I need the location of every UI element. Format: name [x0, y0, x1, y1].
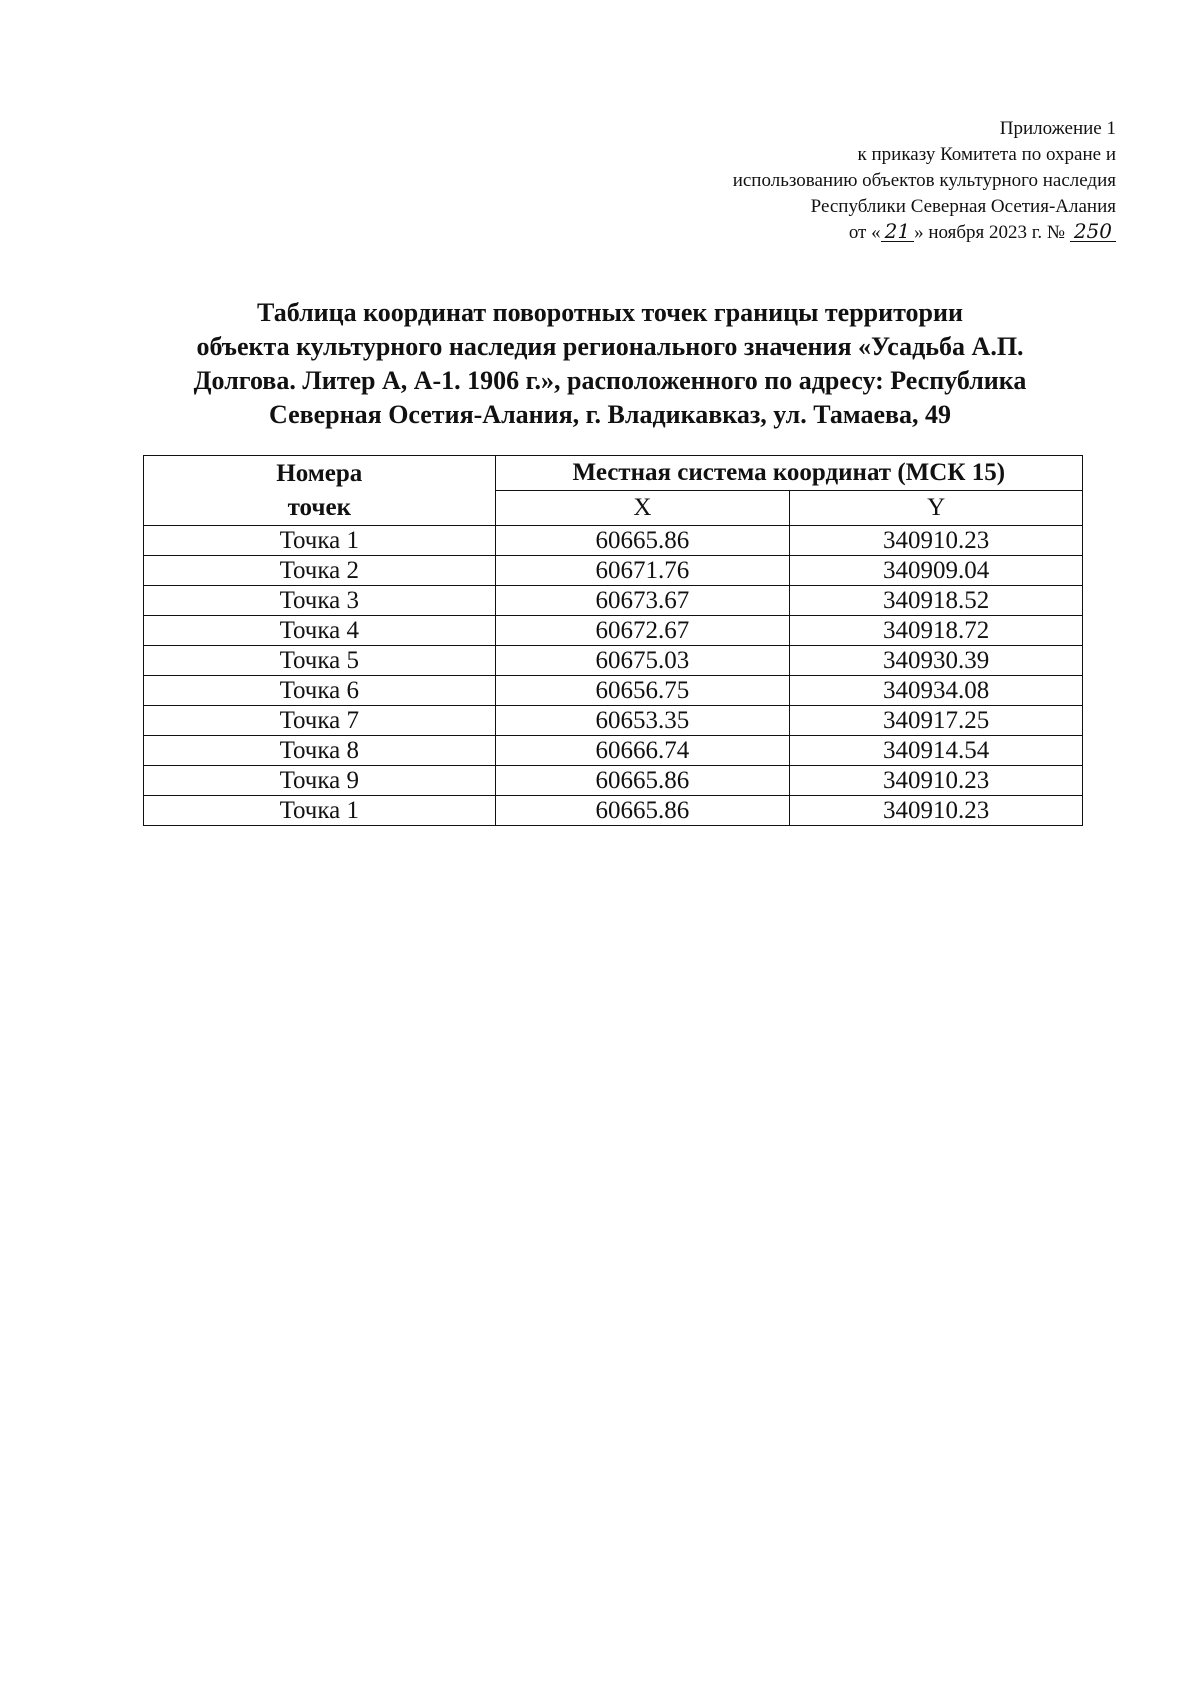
point-cell: Точка 2: [144, 556, 496, 586]
x-cell: 60672.67: [495, 616, 790, 646]
x-cell: 60675.03: [495, 646, 790, 676]
x-cell: 60671.76: [495, 556, 790, 586]
table-row: [144, 616, 1083, 646]
table-row: [144, 676, 1083, 706]
points-header-line-1: Номера: [276, 459, 363, 487]
attachment-committee-line: использованию объектов культурного наследия: [732, 170, 1116, 191]
y-cell: 340914.54: [790, 736, 1083, 766]
attachment-republic-line: Республики Северная Осетия-Алания: [810, 196, 1116, 217]
x-cell: 60653.35: [495, 706, 790, 736]
points-header-line-2: точек: [287, 493, 351, 521]
coordinates-table: [143, 455, 1083, 826]
y-column-header: Y: [790, 491, 1083, 526]
handwritten-day: 21: [881, 221, 914, 242]
table-row: [144, 526, 1083, 556]
y-cell: 340918.52: [790, 586, 1083, 616]
point-cell: Точка 7: [144, 706, 496, 736]
title-line-1: Таблица координат поворотных точек границы территории: [257, 298, 963, 327]
x-cell: 60666.74: [495, 736, 790, 766]
y-cell: 340910.23: [790, 526, 1083, 556]
coordinate-system-header: Местная система координат (МСК 15): [495, 456, 1082, 491]
attachment-order-line: к приказу Комитета по охране и: [857, 144, 1116, 165]
x-cell: 60673.67: [495, 586, 790, 616]
point-cell: Точка 4: [144, 616, 496, 646]
handwritten-order-number: 250: [1070, 221, 1116, 242]
attachment-header: [733, 116, 1116, 246]
x-cell: 60665.86: [495, 796, 790, 826]
y-cell: 340909.04: [790, 556, 1083, 586]
y-cell: 340917.25: [790, 706, 1083, 736]
table-row: [144, 796, 1083, 826]
x-cell: 60665.86: [495, 526, 790, 556]
points-column-header: [144, 456, 496, 526]
point-cell: Точка 8: [144, 736, 496, 766]
table-row: [144, 646, 1083, 676]
title-line-4: Северная Осетия-Алания, г. Владикавказ, ул. Тамаева, 49: [268, 400, 952, 429]
date-mid: » ноября 2023 г. №: [914, 222, 1066, 243]
title-line-2: объекта культурного наследия регионального значения «Усадьба А.П.: [196, 332, 1024, 361]
document-title: [140, 296, 1080, 432]
table-row: [144, 736, 1083, 766]
title-line-3: Долгова. Литер А, А-1. 1906 г.», расположенного по адресу: Республика: [193, 366, 1027, 395]
table-row: [144, 766, 1083, 796]
y-cell: 340930.39: [790, 646, 1083, 676]
y-cell: 340918.72: [790, 616, 1083, 646]
x-column-header: X: [495, 491, 790, 526]
y-cell: 340910.23: [790, 796, 1083, 826]
table-row: [144, 706, 1083, 736]
point-cell: Точка 1: [144, 796, 496, 826]
point-cell: Точка 3: [144, 586, 496, 616]
x-cell: 60665.86: [495, 766, 790, 796]
point-cell: Точка 6: [144, 676, 496, 706]
y-cell: 340934.08: [790, 676, 1083, 706]
table-row: [144, 556, 1083, 586]
y-cell: 340910.23: [790, 766, 1083, 796]
attachment-date-line: [733, 220, 1116, 246]
point-cell: Точка 1: [144, 526, 496, 556]
x-cell: 60656.75: [495, 676, 790, 706]
table-row: [144, 586, 1083, 616]
point-cell: Точка 9: [144, 766, 496, 796]
point-cell: Точка 5: [144, 646, 496, 676]
attachment-title: Приложение 1: [999, 118, 1116, 139]
date-prefix: от «: [848, 222, 881, 243]
